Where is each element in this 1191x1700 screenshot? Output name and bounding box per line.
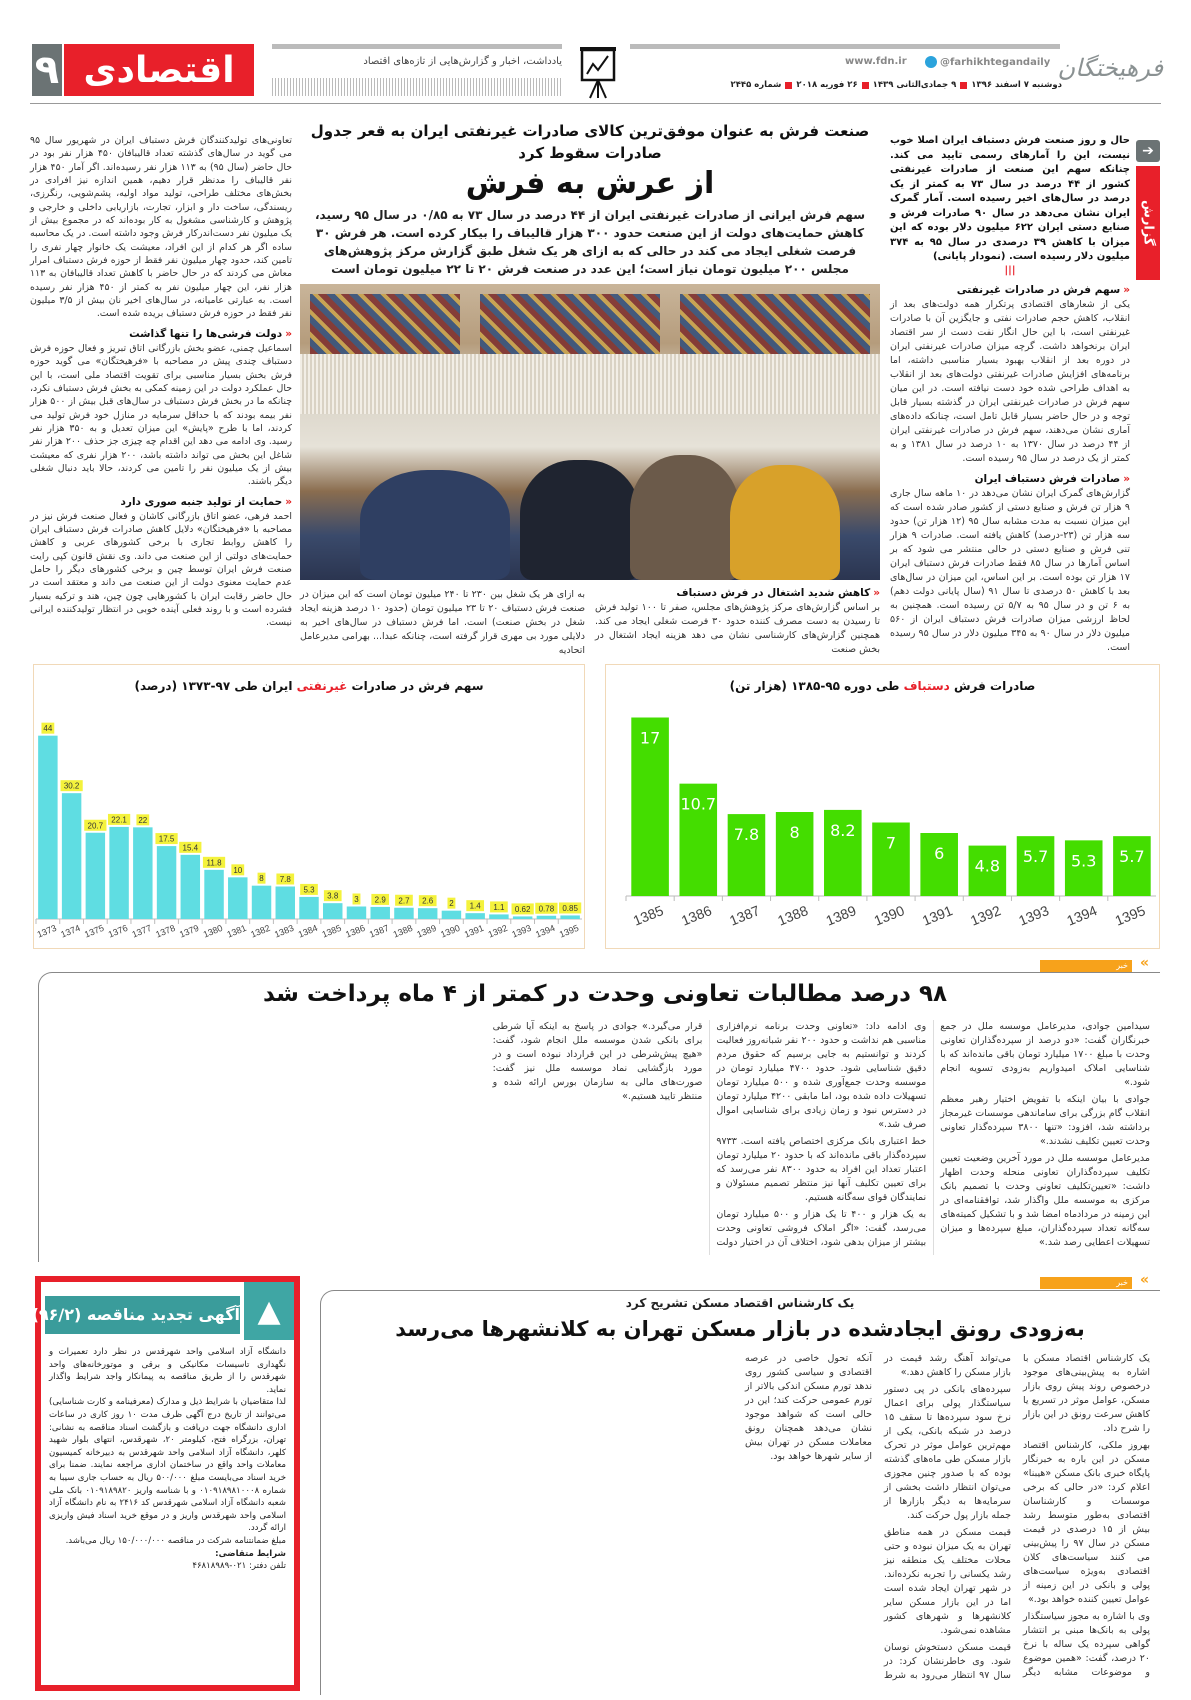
data-label: 1.4	[469, 901, 481, 911]
x-tick-label: 1393	[510, 922, 533, 940]
date-weekday: دوشنبه ۷ اسفند ۱۳۹۶	[971, 80, 1062, 90]
left-column	[30, 134, 292, 630]
report-tag: گزارش	[1136, 166, 1160, 280]
x-tick-label: 1389	[823, 902, 859, 929]
intro-text: حال و روز صنعت فرش دستباف ایران اصلا خوب نیست، این را آمارهای رسمی تایید می کند. چنانکه سهم این صنعت از صادرات غیرنفتی کشور از ۴۴ درصد در سال ۷۳ به کمتر از یک درصد در سال‌های اخیر رسیده است. آمار گمرک ایران نشان می‌دهد در سال ۹۰ صادرات فرش و صنایع دستی ایران ۶۲۲ میلیون دلار بوده که این میزان با کاهش ۳۹ درصدی در سال ۹۵ به ۳۷۴ میلیون دلار رسیده است. (نمودار پایانی)	[890, 135, 1131, 262]
x-tick-label: 1392	[486, 922, 509, 940]
bar-1391	[920, 833, 958, 896]
hanging-rug	[310, 294, 460, 354]
subheading: «صادرات فرش دستباف ایران	[974, 472, 1130, 485]
data-label: 7	[885, 833, 897, 853]
bar-1390	[442, 911, 461, 919]
x-tick-label: 1394	[534, 922, 557, 940]
data-label: 22.1	[111, 815, 127, 825]
x-tick-label: 1387	[727, 902, 763, 929]
bar-1393	[513, 916, 532, 919]
data-label: 7.8	[733, 825, 760, 845]
data-label: 4.8	[974, 856, 1001, 876]
bar-1391	[465, 913, 484, 919]
chart-easel-icon	[578, 44, 618, 100]
double-chevron-icon: «	[285, 327, 292, 340]
article-kicker: صنعت فرش به عنوان موفق‌ترین کالای صادرات غیرنفتی ایران به قعر جدول صادرات سقوط کرد	[310, 122, 870, 162]
subheading: «سهم فرش در صادرات غیرنفتی	[956, 283, 1130, 296]
bar-1385	[323, 903, 342, 919]
paragraph: تعاونی‌های تولیدکنندگان فرش دستباف ایران در شهریور سال ۹۵ می گوید در سال‌های گذشته تعداد قالیبافان ۴۵۰ هزار نفر بود در حال حاضر (سال ۹۵) به ۱۱۳ هزار نفر رسیده‌اند. اگر آمار ۴۵۰ هزار نفر قالیباف را مدنظر قرار دهیم، همین اندازه نیز افرادی در بخش‌های مختلف طراحی، تولید مواد اولیه، پشم‌شویی، رنگرزی، ریسندگی، ساخت دار و ابزار، تجارت، بازاریابی داخلی و خارجی و پژوهش و کارشناسی مشغول به کار بوده‌اند که در مجموع بیش از یک میلیون نفر دست‌اندرکار فرش وجود داشته است. در یک محاسبه ساده اگر هر کدام از این افراد، معیشت یک خانوار چهار نفری را تامین کند، حدود چهار میلیون نفر فقط از حوزه فرش دستباف امرار معاش می کردند که در حال حاضر با کاهش تعداد قالیبافان به ۱۱۳ هزار نفر، این چهار میلیون نفر به کمتر از ۴۵۰ هزار نفر رسیده است. به عبارتی عامیانه، در سال‌های اخیر نان بیش از ۳/۵ میلیون نفر فقط در حوزه فرش دستباف بریده شده است.	[30, 135, 292, 320]
data-label: 2.6	[422, 896, 434, 906]
section-title: اقتصادی	[64, 44, 254, 96]
data-label: 8	[259, 874, 264, 884]
date-hijri: ۹ جمادی‌الثانی ۱۴۳۹	[872, 80, 957, 90]
chart-plot	[606, 665, 1161, 950]
data-label: 22	[138, 815, 148, 825]
bar-1376	[109, 827, 128, 919]
bar-1379	[181, 855, 200, 919]
subheading: «کاهش شدید اشتغال در فرش دستباف	[676, 587, 880, 599]
data-label: 10	[233, 865, 243, 875]
bar-1380	[204, 870, 223, 919]
paragraph: وی ادامه داد: «تعاونی وحدت برنامه نرم‌افزاری مناسبی هم نداشت و حدود ۲۰۰ نفر شبانه‌روز فعالیت کردند و توانستیم به جایی برسیم که حقوق مردم دقیق شناسایی شود. حدود ۴۷۰۰ میلیارد تومان در موسسه وحدت جمع‌آوری شده و ۵۰۰ میلیارد تومان تسهیلات داده شده بود، اما مابقی ۴۲۰۰ میلیارد تومان در دسترس نبود و زمان زیادی برای شناسایی اموال صرف شد.»	[716, 1021, 927, 1130]
website-link[interactable]: www.fdn.ir	[845, 56, 907, 67]
data-label: 44	[43, 724, 53, 734]
article-lead: سهم فرش ایرانی از صادرات غیرنفتی ایران از ۴۴ درصد در سال ۷۳ به ۰/۸۵ در سال ۹۵ رسید، کاهش حمایت‌های دولت از این صنعت حدود ۳۰۰ هزار قالیباف را بیکار کرده است. هر فرش ۳۰ فرصت شغلی ایجاد می کند در حالی که به ازای هر یک شغل طبق گزارش مرکز پژوهش‌های مجلس ۲۰۰ میلیون تومان نیاز است؛ این عدد در صنعت فرش ۲۰ تا ۲۲ میلیون تومان است	[314, 208, 865, 276]
ad-title: آگهی تجدید مناقصه (۹۶/۲)	[45, 1296, 240, 1334]
data-label: 8.2	[830, 820, 856, 840]
paragraph: یکی از شعارهای اقتصادی پرتکرار همه دولت‌های بعد از انقلاب، کاهش حجم صادرات نفتی و جایگزین آن با صادرات غیرنفتی است، با این حال انگار نفت دست از سر اقتصاد ایران برنخواهد داشت. گرچه میزان صادرات غیرنفتی ایران در دوره بعد از انقلاب بهبود بسیار مناسبی داشته، اما برنامه‌های افزایش صادرات غیرنفتی دولت‌های بعد از انقلاب به اهداف طراحی شده خود دست نیافته است. در این میان سهم فرش در صادرات غیرنفتی ایران در گذشته بسیار قابل توجه و در حال حاضر بسیار قابل تامل است، چنانکه داده‌های آماری نشان می‌دهند، سهم فرش در صادرات غیرنفتی ایران از ۴۴ درصد در سال ۱۳۷۰ به ۱۰ درصد در سال ۱۳۸۱ و به کمتر از یک درصد در سال ۹۵ رسیده است.	[890, 298, 1130, 464]
data-label: 30.2	[63, 781, 80, 791]
double-chevron-icon: «	[1123, 472, 1130, 485]
paragraph: مدیرعامل موسسه ملل در مورد آخرین وضعیت تعیین تکلیف سپرده‌گذاران تعاونی منحله وحدت اظهار داشت: «تعیین‌تکلیف تعاونی وحدت با تصمیم بانک مرکزی به موسسه ملل واگذار شد، توافقنامه‌ای در این زمینه در مردادماه امضا شد و با تشکیل کمیته‌های سه‌گانه تعداد سپرده‌گذاران، مبلغ سپرده‌ها و میزان تسهیلات اعطایی رصد شد.»	[940, 1153, 1150, 1248]
news-kicker: یک کارشناس اقتصاد مسکن تشریح کرد	[625, 1296, 855, 1310]
x-tick-label: 1393	[1016, 902, 1052, 929]
bar-1381	[228, 877, 247, 919]
caption-row	[300, 586, 880, 658]
ad-body	[49, 1346, 286, 1573]
news-headline: ۹۸ درصد مطالبات تعاونی وحدت در کمتر از ۴ ماه پرداخت شد	[262, 981, 948, 1007]
bar-1395	[560, 915, 579, 919]
x-tick-label: 1384	[296, 922, 320, 940]
x-tick-label: 1382	[249, 922, 272, 940]
ad-phone: تلفن دفتر: ۰۲۱-۴۶۸۱۸۹۸۹	[192, 1561, 286, 1572]
paragraph: سپرده‌های بانکی در پی دستور سیاستگذار پولی برای اعمال نرخ سود سپرده‌ها تا سقف ۱۵ درصد در شبکه بانکی، یکی از مهم‌ترین عوامل موثر در تحرک بازار مسکن طی ماه‌های گذشته بوده که با صدور چنین مجوزی می‌توان انتظار داشت بخشی از سرمایه‌ها به دیگر بازارها از جمله بازار پول حرکت کند.	[884, 1384, 1011, 1521]
header-hatch	[272, 78, 562, 96]
data-label: 3	[354, 895, 359, 904]
paragraph: بهروز ملکی، کارشناس اقتصاد مسکن در این باره به خبرنگار پایگاه خبری بانک مسکن «هیبنا» اعلام کرد: «در حالی که برخی موسسات و کارشناسان اقتصادی به‌طور متوسط رشد بیش از ۱۵ درصدی در قیمت مسکن در سال ۹۷ را پیش‌بینی می کنند سیاست‌های کلان اقتصادی به‌ویژه سیاست‌های پولی و بانکی در این زمینه از عوامل تعیین کننده خواهد بود.»	[1023, 1440, 1150, 1605]
double-chevron-icon: »	[1140, 1272, 1150, 1288]
conditions-heading: شرایط متقاضی:	[215, 1548, 286, 1559]
x-tick-label: 1392	[968, 902, 1003, 929]
x-tick-label: 1391	[919, 902, 955, 929]
x-tick-label: 1391	[462, 922, 486, 940]
data-label: 2.7	[398, 896, 410, 906]
paragraph: دانشگاه آزاد اسلامی واحد شهرقدس در نظر دارد تعمیرات و نگهداری تاسیسات مکانیکی و برقی و موتورخانه‌های واحد شهرقدس را از طریق مناقصه به پیمانکار واجد شرایط واگذار نماید.	[49, 1347, 286, 1395]
handmade-carpet-exports-chart	[605, 664, 1160, 949]
data-label: 0.78	[538, 904, 555, 914]
x-tick-label: 1389	[415, 922, 438, 940]
data-label: 7.8	[279, 875, 291, 884]
header-band-left	[272, 44, 562, 49]
x-tick-label: 1385	[630, 902, 666, 929]
x-tick-label: 1394	[1064, 902, 1100, 929]
subheading: «حمایت از تولید جنبه صوری دارد	[120, 495, 292, 508]
data-label: 5.3	[1071, 851, 1097, 871]
paragraph: بر اساس گزارش‌های مرکز پژوهش‌های مجلس، صفر تا ۱۰۰ تولید فرش تا رسیدن به دست مصرف کننده حدود ۳۰ فرصت شغلی ایجاد می کند. همچنین گزارش‌های کارشناسی نشان می دهد هزینه ایجاد اشتغال در بخش صنعت	[595, 602, 881, 655]
data-label: 10.7	[680, 794, 717, 814]
page-number: ۹	[32, 44, 62, 96]
paragraph: به یک هزار و ۴۰۰ تا یک هزار و ۵۰۰ میلیارد تومان می‌رسد، گفت: «اگر املاک فروشی تعاونی وحدت بیشتر از میزان بدهی شود، اختلاف آن در اختیار دولت قرار می‌گیرد.» جوادی در پاسخ به اینکه آیا شرطی برای بانکی شدن موسسه ملل انجام شود، گفت: «هیچ پیش‌شرطی در این قرارداد نبوده است و در مورد بازگشایی نماد موسسه ملل نیز گفت: صورت‌های مالی به سازمان بورس ارائه شده و منتظر تایید هستیم.»	[492, 1021, 927, 1248]
paragraph: قیمت مسکن دستخوش نوسان شود. وی خاطرنشان کرد: در سال ۹۷ انتظار می‌رود به شرط آنکه تحول خاصی در عرصه اقتصادی و سیاسی کشور روی ندهد تورم مسکن اندکی بالاتر از تورم عمومی حرکت کند؛ این در حالی است که شواهد موجود نشان می‌دهد همچنان رونق معاملات مسکن در تهران بیش از سایر شهرها خواهد بود.	[745, 1353, 1011, 1681]
bar-1386	[347, 907, 366, 920]
x-tick-label: 1390	[871, 902, 907, 929]
x-tick-label: 1395	[1112, 902, 1148, 929]
data-label: 5.7	[1119, 847, 1145, 867]
news-body	[45, 1020, 1150, 1255]
header-band-right	[630, 44, 1060, 49]
double-chevron-icon: «	[873, 587, 880, 599]
bar-1373	[38, 736, 57, 919]
paragraph: مبلغ ضمانتنامه شرکت در مناقصه ۱۵۰/۰۰۰/۰۰۰ ریال می‌باشد.	[65, 1535, 286, 1546]
paragraph: جوادی با بیان اینکه با تفویض اختیار رهبر معظم انقلاب گام بزرگی برای ساماندهی موسسات غیرمجاز برداشته شد، افزود: «تنها ۳۸۰۰ سپرده‌گذار تعاونی وحدت تعیین تکلیف نشدند.»	[940, 1094, 1150, 1147]
carpet-weavers-photo	[300, 284, 880, 580]
data-label: 0.85	[562, 903, 578, 913]
news-headline: به‌زودی رونق ایجادشده در بازار مسکن تهران به کلانشهرها می‌رسد	[395, 1317, 1085, 1341]
data-label: 0.62	[514, 904, 531, 914]
bar-1382	[252, 886, 271, 919]
data-label: 5.7	[1022, 847, 1049, 867]
paragraph: احمد فرهی، عضو اتاق بازرگانی کاشان و فعال صنعت فرش نیز در مصاحبه با «فرهیختگان» دلایل کاهش صادرات فرش دستباف ایران را کاهش روابط تجاری با برخی کشورهای عربی و کاهش حمایت‌های دولتی از این صنعت می داند. وی نقش قانون کپی رایت صنعت فرش ایران توسط چین و برخی کشورهای دیگر را حامل عدم حمایت معنوی دولت از این صنعت می داند و معتقد است در حال حاضر رقابت ایران با کشورهایی چون چین، هند و ترکیه بسیار فشرده است و با روند فعلی آینده خوبی در انتظار تولیدکننده ایرانی نیست.	[30, 510, 292, 629]
telegram-icon	[925, 56, 937, 68]
x-tick-label: 1379	[178, 922, 201, 940]
bar-1389	[418, 908, 437, 919]
data-label: 5.3	[303, 885, 315, 895]
paragraph: گزارش‌های گمرک ایران نشان می‌دهد در ۱۰ ماهه سال جاری ۹ هزار تن فرش و صنایع دستی از کشور صادر شده است که این میزان نسبت به مدت مشابه سال ۹۵ (۱۲ هزار تن) حدود سه هزار تن (۲۳-درصد) کاهش یافته است. صادرات ۹ هزار تنی فرش و صنایع دستی در حالی منتشر می شود که بر اساس آمارها در سال ۸۵ فقط صادرات فرش دستباف ایران ۱۷ هزار تن بوده است. بر این اساس، این میزان در سال‌های بعد با کاهش ۵۰ درصدی تا سال ۹۱ (سال پایانی دولت دهم) به ۶ تن و در سال ۹۵ به ۵/۷ تن رسیده است. همچنین به لحاظ ارزشی میزان صادرات فرش دستباف ایران از ۵۶۰ میلیون دلار در سال ۹۰ به ۳۴۵ میلیون دلار در سال ۹۵ رسیده است.	[890, 487, 1131, 653]
paragraph: اسماعیل چمنی، عضو بخش بازرگانی اتاق تبریز و فعال حوزه فرش دستباف چندی پیش در مصاحبه با «فرهیختگان» می گوید حوزه فرش بخش بسیار مناسبی برای تقویت اقتصاد ملی است، با این حال عملکرد دولت در این زمینه کمکی به بخش فرش دستباف نکرد، چنانکه ما در بخش فرش دستباف در سال‌های قبل بیش از ۵۰۰ هزار نفر بیمه بودند که با حداقل سرمایه در منازل خود فرش تولید می کردند، اما با طرح «پایش» این میزان تعدیل و به ۳۵۰ هزار نفر رسید. وی ادامه می دهد این اقدام چه چیزی جز حذف ۲۰۰ هزار نفر شاغل این بخش می تواند داشته باشد، ۲۰۰ هزار نفری که معیشت بیش از یک میلیون نفر را تامین می کردند، حالا باید دنبال شغلی دیگر باشند.	[30, 342, 293, 488]
news-body	[328, 1352, 1150, 1687]
issue-number: شماره ۲۴۴۵	[730, 80, 782, 90]
x-tick-label: 1390	[439, 922, 462, 940]
x-tick-label: 1377	[130, 922, 153, 940]
telegram-text: @farhikhtegandaily	[940, 56, 1051, 68]
weaver-figure	[630, 455, 740, 580]
arrow-left-icon: ➔	[1136, 140, 1160, 162]
weaver-figure	[520, 460, 640, 580]
news-tag: خبر	[1040, 960, 1132, 972]
header-rule	[30, 103, 1161, 104]
paragraph: وی با اشاره به مجوز سیاستگذار پولی به بانک‌ها مبنی بر انتشار گواهی سپرده یک ساله با نرخ ۲۰ درصد، گفت: «همین موضوع و موضوعات مشابه دیگر می‌تواند آهنگ رشد قیمت در بازار مسکن را کاهش دهد.»	[884, 1353, 1150, 1678]
tender-advertisement	[31, 1276, 300, 1691]
x-tick-label: 1375	[83, 922, 106, 940]
chart-title: صادرات فرش دستباف طی دوره ۹۵-۱۳۸۵ (هزار تن)	[729, 679, 1036, 693]
separator: |||	[1004, 264, 1016, 276]
x-tick-label: 1381	[225, 922, 248, 940]
chart-title: سهم فرش در صادرات غیرنفتی ایران طی ۹۷-۱۳۷۳ (درصد)	[134, 679, 484, 693]
bar-1387	[370, 907, 389, 919]
bar-1383	[276, 887, 295, 920]
x-tick-label: 1373	[35, 922, 58, 940]
double-chevron-icon: «	[285, 495, 292, 508]
data-label: 20.7	[87, 821, 104, 831]
x-tick-label: 1388	[391, 922, 414, 940]
x-tick-label: 1386	[678, 902, 714, 929]
data-label: 8	[789, 823, 800, 842]
paragraph: یک کارشناس اقتصاد مسکن با اشاره به پیش‌بینی‌های موجود درخصوص روند پیش روی بازار مسکن، عوامل موثر در تسریع یا کاهش سرعت رونق در این بازار را شرح داد.	[1023, 1353, 1150, 1434]
center-column	[300, 120, 880, 658]
x-tick-label: 1385	[320, 922, 343, 940]
chart-plot	[34, 665, 586, 950]
data-label: 17	[639, 728, 661, 748]
right-column	[890, 134, 1130, 655]
bar-1388	[394, 908, 413, 919]
newspaper-logo: فرهیختگان	[1057, 54, 1163, 82]
x-tick-label: 1383	[272, 922, 296, 940]
paragraph: خط اعتباری بانک مرکزی اختصاص یافته است. ۹۷۳۳ سپرده‌گذار باقی مانده‌اند که با حدود ۲۰ میلیارد تومان اعتبار تعداد این افراد به حدود ۸۳۰۰ نفر می‌رسد که برای تعیین تکلیف آنها نیز منتظر تصمیم مسئولان و نمایندگان قوای سه‌گانه هستیم.	[716, 1136, 927, 1203]
university-logo-icon: ▲	[244, 1282, 294, 1340]
paragraph: به ازای هر یک شغل بین ۲۳۰ تا ۲۴۰ میلیون تومان است که این میزان در صنعت فرش دستباف ۲۰ تا ۲۳ میلیون تومان (حدود ۱۰ درصد هزینه ایجاد شغل در بخش صنعت) است. اما فرش دستباف در سال‌های اخیر به دلایلی مورد بی مهری قرار گرفته است، چنانکه عبدا... بهرامی مدیرعامل اتحادیه	[300, 589, 586, 656]
carpet-share-chart	[33, 664, 585, 949]
paragraph: سیدامین جوادی، مدیرعامل موسسه ملل در جمع خبرنگاران گفت: «دو درصد از سپرده‌گذاران تعاونی وحدت با مبلغ ۱۷۰۰ میلیارد تومان باقی مانده‌اند که با شناسایی املاک امیدواریم به‌زودی تسویه انجام شود.»	[940, 1021, 1150, 1088]
news-tag: خبر	[1040, 1277, 1132, 1289]
x-tick-label: 1388	[775, 902, 811, 929]
data-label: 6	[934, 844, 945, 863]
x-tick-label: 1387	[367, 922, 391, 940]
data-label: 2	[449, 899, 454, 909]
subheading: «دولت فرشی‌ها را تنها گذاشت	[129, 327, 292, 340]
bar-1394	[537, 916, 556, 919]
data-label: 1.1	[493, 902, 505, 912]
dateline	[632, 80, 1062, 90]
section-subtitle: یادداشت، اخبار و گزارش‌هایی از تازه‌های اقتصاد	[363, 56, 562, 67]
loom-warp	[300, 354, 880, 414]
double-chevron-icon: »	[1140, 955, 1150, 971]
paragraph: قیمت مسکن در همه مناطق تهران به یک میزان نبوده و حتی محلات مختلف یک منطقه نیز رشد یکسانی را تجربه نکرده‌اند. در شهر تهران ایجاد شده است اما در این بازار مسکن سایر کلانشهرها و شهرهای کشور مشاهده نمی‌شود.	[884, 1527, 1011, 1636]
data-label: 17.5	[158, 834, 175, 844]
data-label: 11.8	[206, 858, 222, 868]
bar-1378	[157, 846, 176, 919]
telegram-handle[interactable]	[925, 56, 1050, 68]
data-label: 2.9	[374, 895, 386, 905]
caption-block	[595, 586, 880, 658]
separator-square	[862, 82, 869, 89]
bar-1377	[133, 827, 152, 919]
data-label: 15.4	[182, 843, 199, 853]
paragraph: لذا متقاضیان با شرایط ذیل و مدارک (معرفینامه و کارت شناسایی) می‌توانند از تاریخ درج آگهی ظرف مدت ۱۰ روز کاری در ساعات اداری دانشگاه جهت دریافت و بازگشت اسناد مناقصه به نشانی: تهران، بزرگراه فتح، کیلومتر ۲۰، شهرقدس، انتهای بلوار شهید کلهر، دانشگاه آزاد اسلامی واحد شهرقدس به دبیرخانه کمیسیون معاملات واحد واقع در ساختمان اداری مراجعه نمایند. ضمنا برای خرید اسناد می‌بایست مبلغ ۵۰۰/۰۰۰ ریال به حساب جاری سیبا به شماره ۰۱۰۹۱۸۹۸۱۰۰۰۸ و با شناسه واریز ۰۱۰۹۱۸۹۸۲۰ بانک ملی شعبه دانشگاه آزاد اسلامی شهرقدس کد ۲۴۱۶ به نام دانشگاه آزاد اسلامی واحد شهرقدس واریز و در موقع خرید اسناد فیش واریزی ارائه گردد.	[49, 1397, 287, 1534]
article-headline: از عرش به فرش	[465, 166, 715, 201]
bar-1375	[86, 833, 105, 919]
separator-square	[960, 82, 967, 89]
hanging-rug	[680, 294, 870, 354]
weaver-figure	[360, 470, 510, 580]
x-tick-label: 1378	[154, 922, 177, 940]
x-tick-label: 1380	[201, 922, 225, 940]
bar-1374	[62, 793, 81, 919]
x-tick-label: 1386	[344, 922, 367, 940]
report-intro	[890, 134, 1130, 277]
data-label: 3.8	[327, 891, 339, 901]
date-gregorian: ۲۶ فوریه ۲۰۱۸	[796, 80, 858, 90]
weaver-figure	[730, 465, 840, 580]
double-chevron-icon: «	[1123, 283, 1130, 296]
x-tick-label: 1395	[557, 922, 581, 940]
hanging-rug	[480, 294, 660, 354]
x-tick-label: 1374	[59, 922, 82, 940]
x-tick-label: 1376	[106, 922, 130, 940]
separator-square	[785, 82, 792, 89]
bar-1384	[299, 897, 318, 919]
bar-1392	[489, 914, 508, 919]
